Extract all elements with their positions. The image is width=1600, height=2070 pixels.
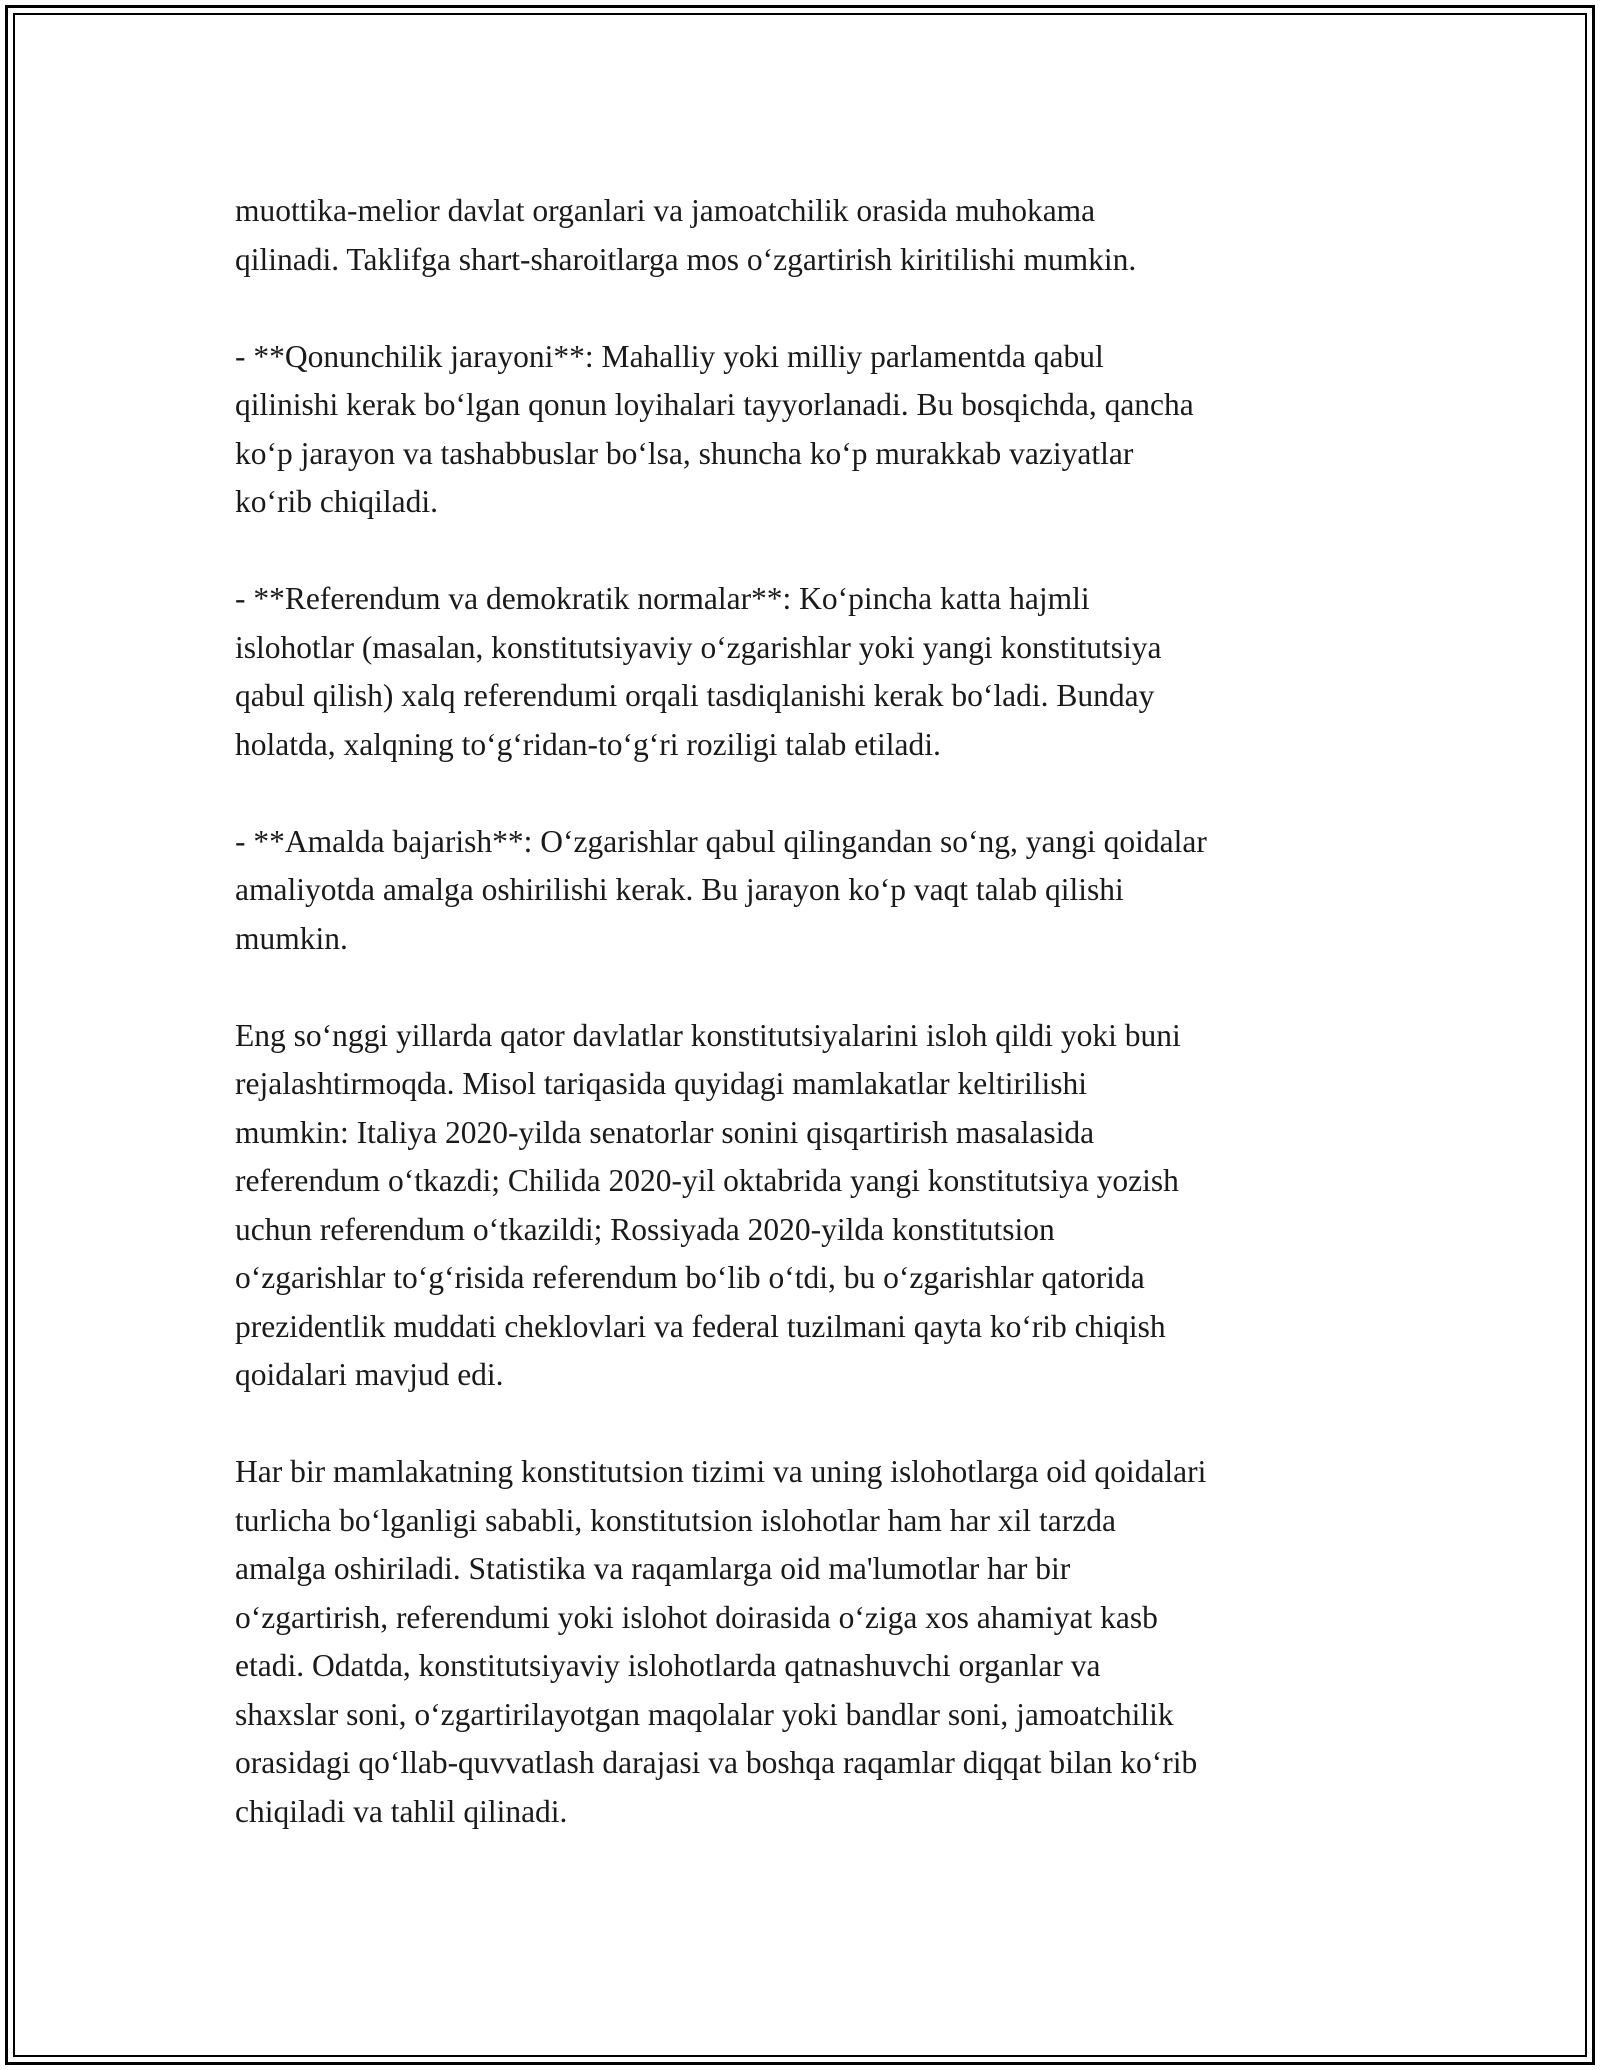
paragraph-recent-reforms: Eng so‘nggi yillarda qator davlatlar konstitutsiyalarini isloh qildi yoki buni rejalashtirmoqda. Misol tariqasida quyidagi mamlakatlar keltirilishi mumkin: Italiya 2020-yilda senatorlar sonini qisqartirish masalasida referendum o‘tkazdi; Chilida 2020-yil oktabrida yangi konstitutsiya yozish uchun referendum o‘tkazildi; Rossiyada 2020-yilda konstitutsion o‘zgarishlar to‘g‘risida referendum bo‘lib o‘tdi, bu o‘zgarishlar qatorida prezidentlik muddati cheklovlari va federal tuzilmani qayta ko‘rib chiqish qoidalari mavjud edi. [235, 1017, 1181, 1392]
paragraph-legislative-process: - **Qonunchilik jarayoni**: Mahalliy yoki milliy parlamentda qabul qilinishi kerak bo‘lgan qonun loyihalari tayyorlanadi. Bu bosqichda, qancha ko‘p jarayon va tashabbuslar bo‘lsa, shuncha ko‘p murakkab vaziyatlar ko‘rib chiqiladi. [235, 338, 1194, 519]
paragraph-implementation: - **Amalda bajarish**: O‘zgarishlar qabul qilingandan so‘ng, yangi qoidalar amaliyotda amalga oshirilishi kerak. Bu jarayon ko‘p vaqt talab qilishi mumkin. [235, 823, 1207, 956]
paragraph-proposal-discussion: muottika-melior davlat organlari va jamoatchilik orasida muhokama qilinadi. Taklifga shart-sharoitlarga mos o‘zgartirish kiritilishi mumkin. [235, 193, 1137, 277]
paragraph-referendum-norms: - **Referendum va demokratik normalar**: Ko‘pincha katta hajmli islohotlar (masalan, konstitutsiyaviy o‘zgarishlar yoki yangi konstitutsiya qabul qilish) xalq referendumi orqali tasdiqlanishi kerak bo‘ladi. Bunday holatda, xalqning to‘g‘ridan-to‘g‘ri roziligi talab etiladi. [235, 581, 1162, 762]
paragraph-statistics: Har bir mamlakatning konstitutsion tizimi va uning islohotlarga oid qoidalari turlicha bo‘lganligi sababli, konstitutsion islohotlar ham har xil tarzda amalga oshiriladi. Statistika va raqamlarga oid ma'lumotlar har bir o‘zgartirish, referendumi yoki islohot doirasida o‘ziga xos ahamiyat kasb etadi. Odatda, konstitutsiyaviy islohotlarda qatnashuvchi organlar va shaxslar soni, o‘zgartirilayotgan maqolalar yoki bandlar soni, jamoatchilik orasidagi qo‘llab-quvvatlash darajasi va boshqa raqamlar diqqat bilan ko‘rib chiqiladi va tahlil qilinadi. [235, 1454, 1207, 1829]
document-body [235, 187, 1375, 1885]
